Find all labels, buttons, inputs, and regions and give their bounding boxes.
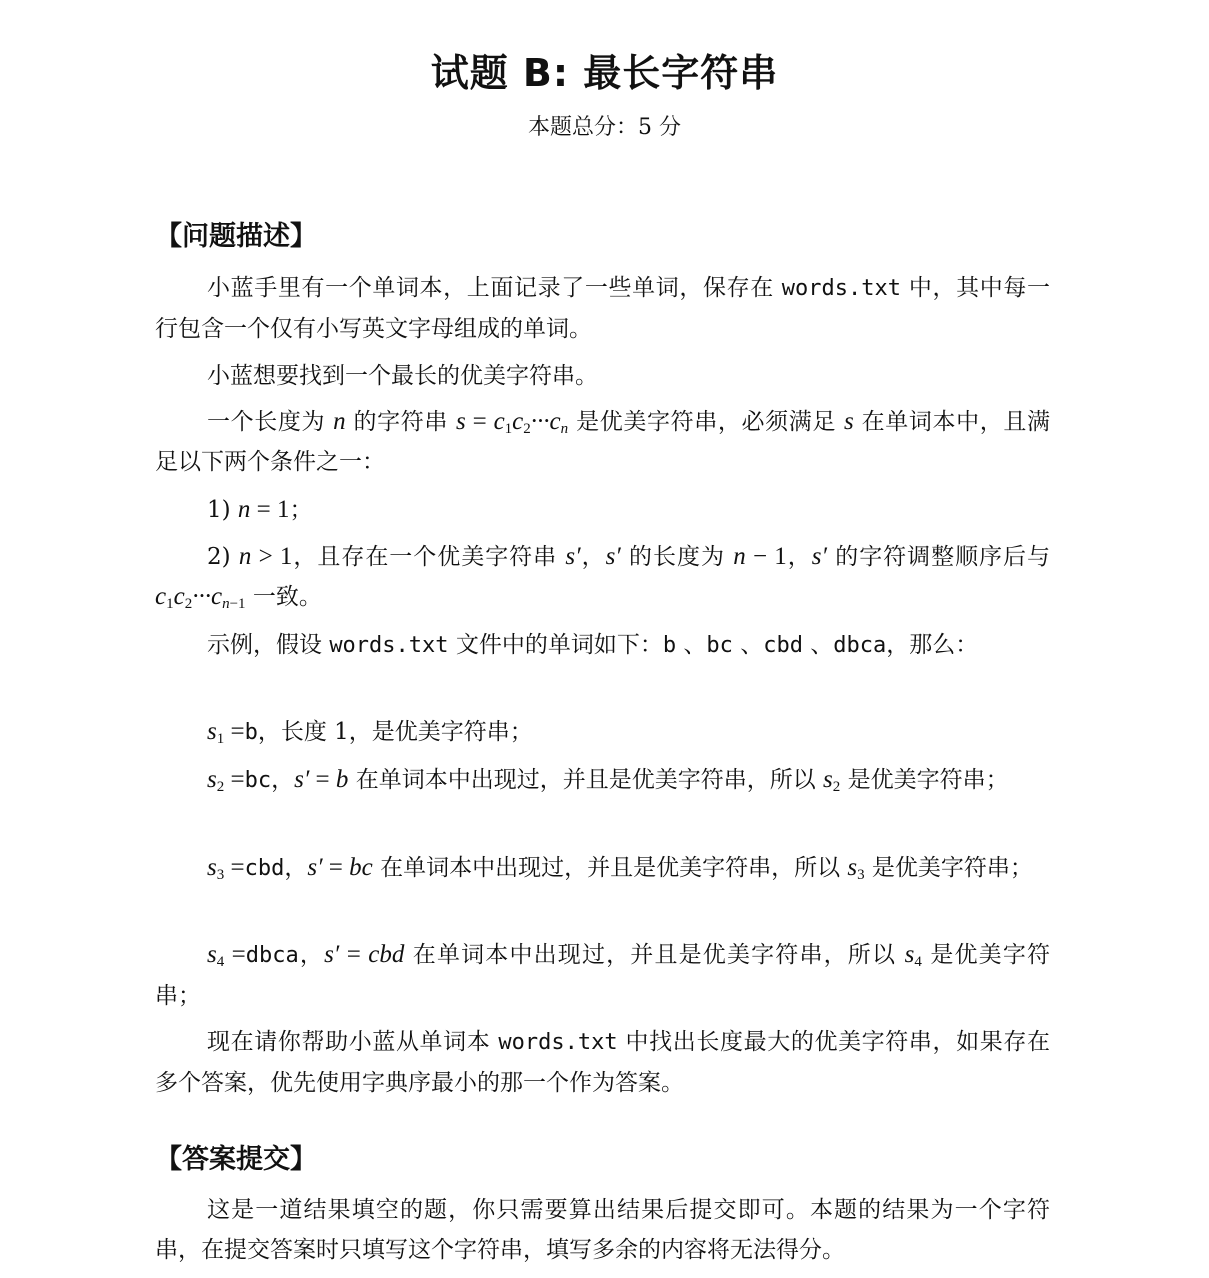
example-intro: 示例，假设 words.txt 文件中的单词如下：b 、bc 、cbd 、dbca，那么： bbox=[207, 632, 979, 658]
condition-1: 1) n = 1； bbox=[207, 496, 313, 523]
page-title: 试题 B: 最长字符串 bbox=[430, 51, 779, 95]
heading-problem-description: 【问题描述】 bbox=[155, 221, 317, 252]
score-line: 本题总分：5 分 bbox=[528, 115, 681, 140]
paragraph-answer-rules: 这是一道结果填空的题，你只需要算出结果后提交即可。本题的结果为一个字符串，在提交答案时只填写这个字符串，填写多余的内容将无法得分。 bbox=[155, 1197, 1050, 1263]
example-s1: $s_1 =b$，长度 1，是优美字符串； bbox=[207, 718, 533, 747]
heading-answer-submission: 【答案提交】 bbox=[155, 1144, 317, 1175]
example-s3: $s_3 =cbd$，s′ = bc 在单词本中出现过，并且是优美字符串，所以 $s_3$ 是优美字符串； bbox=[207, 854, 1033, 883]
paragraph-intro: 小蓝手里有一个单词本，上面记录了一些单词，保存在 words.txt 中，其中每一行包含一个仅有小写英文字母组成的单词。 bbox=[155, 275, 1051, 342]
example-s2: $s_2 =bc$，s′ = b 在单词本中出现过，并且是优美字符串，所以 $s_2$ 是优美字符串； bbox=[207, 766, 1009, 795]
paragraph-definition: 一个长度为 n 的字符串 $s = c_1c_2\cdot\cdot\cdot c_n$ 是优美字符串，必须满足 s 在单词本中，且满足以下两个条件之一： bbox=[155, 408, 1051, 475]
example-s4: $s_4$ =dbca，s′ = cbd 在单词本中出现过，并且是优美字符串，所以 $s_4$ 是优美字符串； bbox=[155, 941, 1051, 1009]
paragraph-goal: 小蓝想要找到一个最长的优美字符串。 bbox=[207, 363, 598, 389]
paragraph-task: 现在请你帮助小蓝从单词本 words.txt 中找出长度最大的优美字符串，如果存在多个答案，优先使用字典序最小的那一个作为答案。 bbox=[155, 1029, 1051, 1096]
condition-2: 2) n > 1，且存在一个优美字符串 s′，s′ 的长度为 n − 1，s′ 的字符调整顺序后与 $c_1c_2\cdot\cdot\cdot c_{n-1}$ 一致。 bbox=[155, 543, 1051, 612]
